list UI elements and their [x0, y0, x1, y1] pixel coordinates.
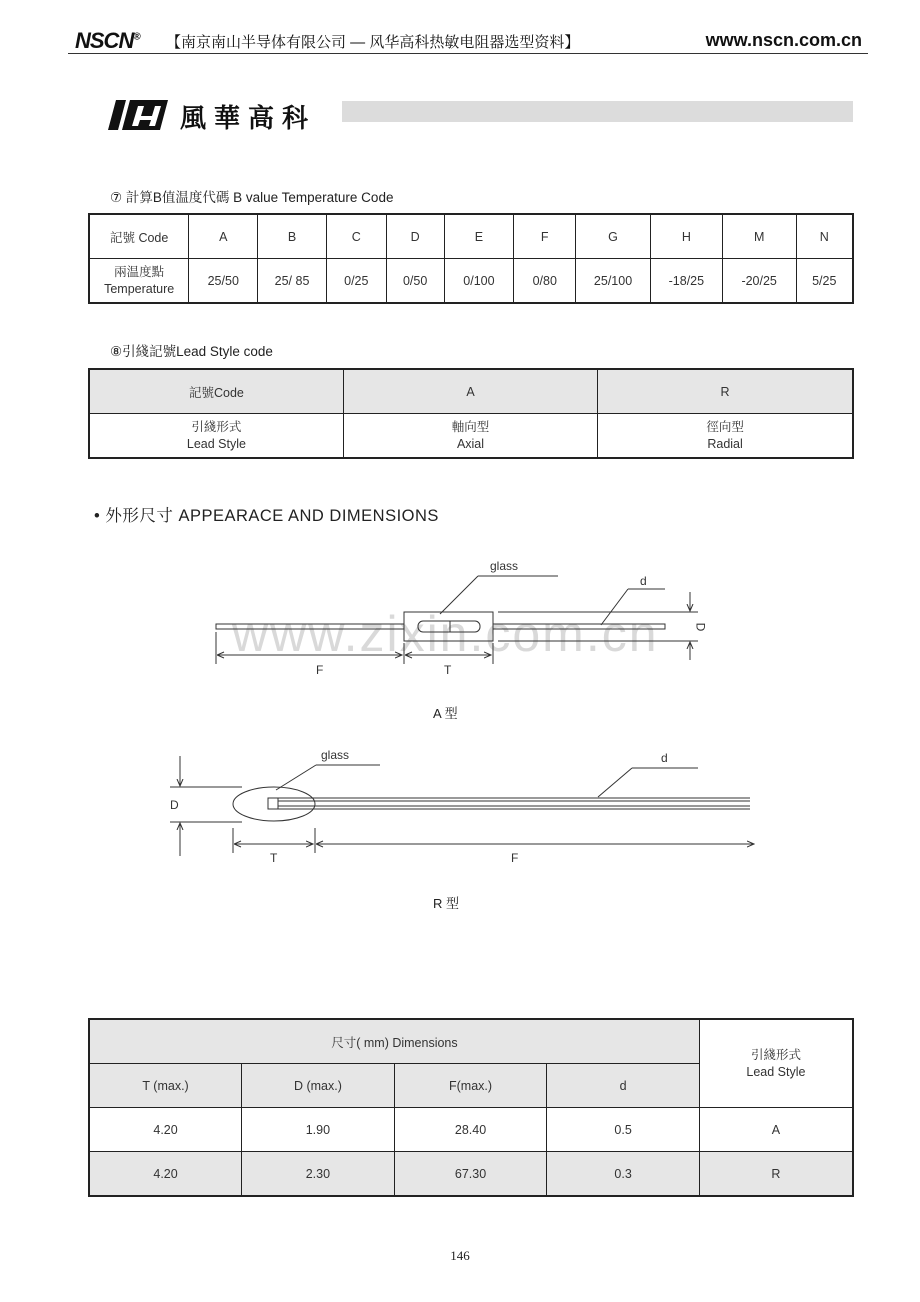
lead-wire-left	[216, 624, 404, 629]
dim-col-header: D (max.)	[242, 1064, 395, 1108]
D-label: D	[170, 798, 179, 812]
dim-title-cell: 尺寸( mm) Dimensions	[89, 1019, 699, 1064]
dimensions-table	[88, 1018, 854, 1197]
T-label: T	[444, 663, 452, 677]
temp-cell: -20/25	[722, 259, 796, 304]
code-cell: D	[386, 214, 444, 259]
dim-col-header: T (max.)	[89, 1064, 242, 1108]
code-cell: B	[258, 214, 327, 259]
D-label: D	[693, 622, 708, 632]
table-row	[89, 1108, 853, 1152]
lead-style-cell: 引綫形式 Lead Style	[89, 414, 343, 459]
dim-cell: 4.20	[89, 1152, 242, 1197]
temp-cell: 25/100	[576, 259, 651, 304]
dim-cell: A	[699, 1108, 853, 1152]
code-cell: H	[650, 214, 722, 259]
header-logo: NSCN®	[75, 28, 140, 53]
F-label: F	[316, 663, 324, 677]
dim-cell: 4.20	[89, 1108, 242, 1152]
header-url[interactable]: www.nscn.com.cn	[705, 30, 862, 50]
temperature-label: 兩温度點 Temperature	[89, 259, 189, 304]
code-cell: C	[326, 214, 386, 259]
dim-title-row	[89, 1019, 853, 1064]
lead-header-cell: R	[598, 369, 853, 414]
type-r-caption: R 型	[433, 896, 460, 911]
type-a-caption: A 型	[433, 706, 458, 721]
dim-cell: 0.5	[547, 1108, 700, 1152]
glass-ellipse	[233, 787, 315, 821]
brand-name: 風華高科	[180, 104, 317, 134]
code-cell: M	[722, 214, 796, 259]
lead-style-cell: 徑向型 Radial	[598, 414, 853, 459]
T-label: T	[270, 851, 278, 865]
code-cell: E	[444, 214, 514, 259]
watermark: www.zixin.com.cn	[232, 606, 659, 662]
temp-cell: 5/25	[796, 259, 853, 304]
dim-cell: 1.90	[242, 1108, 395, 1152]
dim-col-header: F(max.)	[394, 1064, 547, 1108]
temp-cell: 0/100	[444, 259, 514, 304]
code-cell: F	[514, 214, 576, 259]
table-row	[89, 1152, 853, 1197]
temp-cell: -18/25	[650, 259, 722, 304]
dimensions-heading: • 外形尺寸 APPEARACE AND DIMENSIONS	[94, 507, 439, 525]
glass-label: glass	[490, 559, 519, 573]
glass-element	[418, 621, 480, 632]
dim-cell: 2.30	[242, 1152, 395, 1197]
dim-cell: 67.30	[394, 1152, 547, 1197]
lead-wire-right	[493, 624, 665, 629]
dim-cell: 0.3	[547, 1152, 700, 1197]
section7-caption: ⑦ 計算B值温度代碼 B value Temperature Code	[110, 190, 394, 205]
glass-label: glass	[321, 748, 350, 762]
F-label: F	[511, 851, 519, 865]
radial-element	[268, 798, 278, 809]
section8-caption: ⑧引綫記號Lead Style code	[110, 344, 273, 359]
diagram-r	[170, 756, 754, 856]
temp-cell: 0/80	[514, 259, 576, 304]
temp-cell: 25/50	[189, 259, 258, 304]
dim-cell: R	[699, 1152, 853, 1197]
temp-cell: 25/ 85	[258, 259, 327, 304]
code-label: 記號 Code	[89, 214, 189, 259]
diagram-a	[216, 576, 698, 664]
temp-cell: 0/50	[386, 259, 444, 304]
page-number: 146	[450, 1248, 470, 1263]
code-cell: N	[796, 214, 853, 259]
temp-cell: 0/25	[326, 259, 386, 304]
dim-col-header: d	[547, 1064, 700, 1108]
lead-style-cell: 軸向型 Axial	[343, 414, 597, 459]
header-title: 【南京南山半导体有限公司 — 风华高科热敏电阻器选型资料】	[166, 34, 580, 51]
lead-style-header: 引綫形式 Lead Style	[699, 1019, 853, 1108]
code-cell: G	[576, 214, 651, 259]
d-label: d	[640, 574, 647, 588]
dim-cell: 28.40	[394, 1108, 547, 1152]
d-label: d	[661, 751, 668, 765]
lead-header-cell: A	[343, 369, 597, 414]
lead-header-cell: 記號Code	[89, 369, 343, 414]
code-cell: A	[189, 214, 258, 259]
